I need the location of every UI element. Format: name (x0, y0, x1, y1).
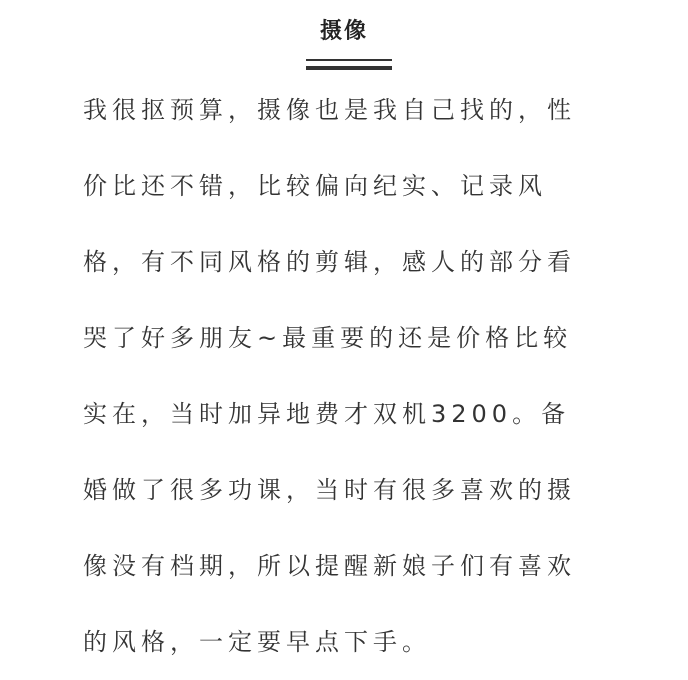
title-underline-thin (306, 59, 392, 61)
article-line: 像没有档期，所以提醒新娘子们有喜欢 (83, 552, 576, 580)
article-line: 哭了好多朋友~最重要的还是价格比较 (83, 324, 573, 352)
title-underline-thick (306, 66, 392, 70)
article-line: 我很抠预算，摄像也是我自己找的，性 (83, 96, 576, 124)
article-line: 的风格，一定要早点下手。 (83, 628, 431, 656)
article-body (83, 72, 608, 680)
article-line: 婚做了很多功课，当时有很多喜欢的摄 (83, 476, 576, 504)
article-line: 实在，当时加异地费才双机3200。备 (83, 400, 571, 428)
section-title: 摄像 (319, 19, 368, 44)
article-line: 价比还不错，比较偏向纪实、记录风 (83, 172, 547, 200)
article-line: 格，有不同风格的剪辑，感人的部分看 (83, 248, 576, 276)
